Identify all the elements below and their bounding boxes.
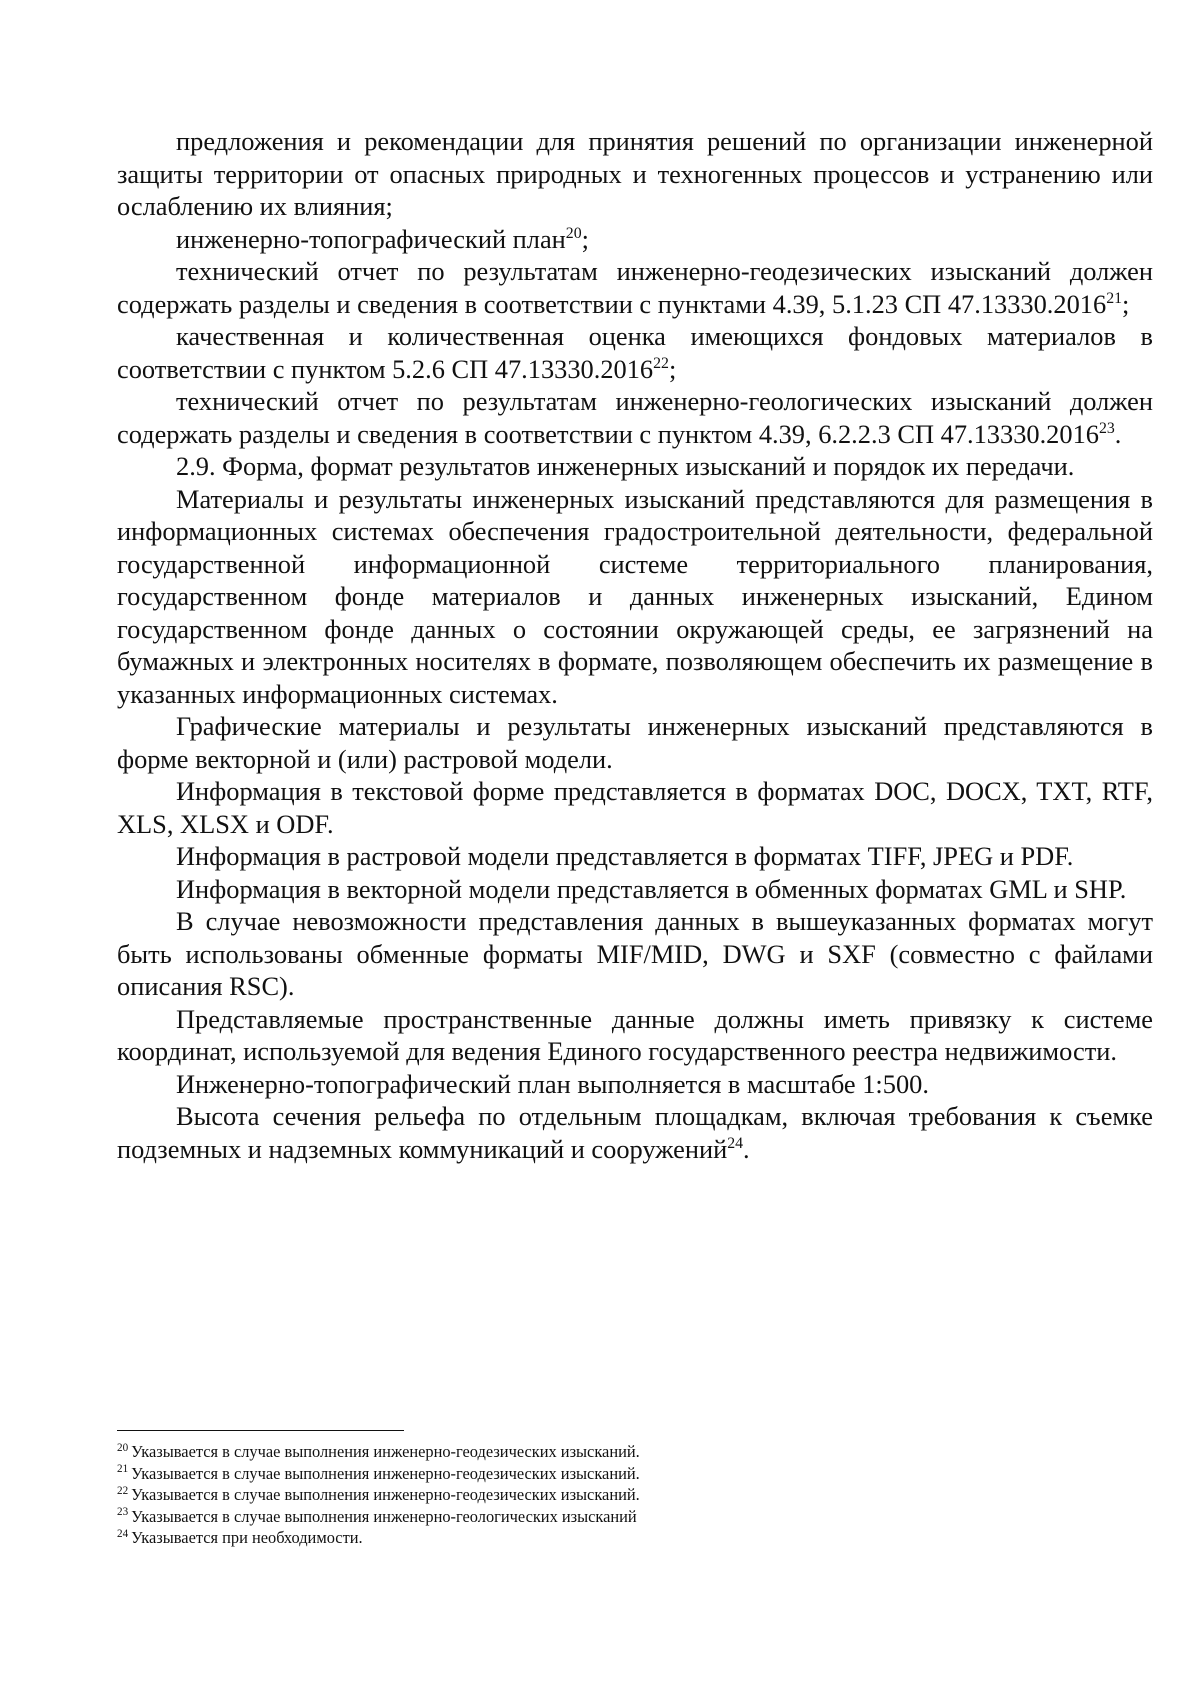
- paragraph: [117, 873, 1153, 906]
- footnote-separator: [117, 1430, 404, 1431]
- paragraph-text: В случае невозможности представления данных в вышеуказанных форматах могут быть использованы обменные форматы MIF/MID, DWG и SXF (совместно с файлами описания RSC).: [117, 906, 1153, 1001]
- paragraph-text: Графические материалы и результаты инженерных изысканий представляются в форме векторной и (или) растровой модели.: [117, 711, 1153, 774]
- footnote-text: Указывается в случае выполнения инженерно-геологических изысканий: [131, 1506, 637, 1526]
- footnote-text: Указывается в случае выполнения инженерно-геодезических изысканий.: [131, 1463, 640, 1483]
- paragraph-tail: ;: [1122, 288, 1130, 319]
- paragraph-text: предложения и рекомендации для принятия решений по организации инженерной защиты территории от опасных природных и техногенных процессов и устранению или ослаблению их влияния;: [117, 126, 1153, 221]
- paragraph-text: Материалы и результаты инженерных изысканий представляются для размещения в информационных системах обеспечения градостроительной деятельности, федеральной государственной информационной системе территориального планирования, государственном фонде материалов и данных инженерных изысканий, Едином государственном фонде данных о состоянии окружающей среды, ее загрязнений на бумажных и электронных носителях в формате, позволяющем обеспечить их размещение в указанных информационных системах.: [117, 483, 1153, 709]
- paragraph-text: Информация в векторной модели представляется в обменных форматах GML и SHP.: [176, 873, 1127, 904]
- footnotes: [117, 1441, 1153, 1549]
- paragraph-text: Инженерно-топографический план выполняется в масштабе 1:500.: [176, 1068, 929, 1099]
- paragraph: [117, 1068, 1153, 1101]
- paragraph: [117, 125, 1153, 223]
- footnote-number: 21: [117, 1463, 129, 1476]
- paragraph: [117, 223, 1153, 256]
- paragraph: [117, 1003, 1153, 1068]
- footnote-text: Указывается при необходимости.: [131, 1528, 363, 1547]
- paragraph: [117, 1100, 1153, 1165]
- footnote-ref[interactable]: 21: [1106, 289, 1123, 307]
- footnote-ref[interactable]: 20: [565, 224, 582, 242]
- paragraph: [117, 385, 1153, 450]
- paragraph: [117, 840, 1153, 873]
- footnote-number: 23: [117, 1506, 129, 1519]
- footnote-text: Указывается в случае выполнения инженерно-геодезических изысканий.: [131, 1485, 640, 1504]
- paragraph-tail: ;: [581, 223, 589, 254]
- footnote: [117, 1463, 1153, 1485]
- paragraph-text: Высота сечения рельефа по отдельным площадкам, включая требования к съемке подземных и надземных коммуникаций и сооружений: [117, 1101, 1153, 1164]
- footnote: [117, 1506, 1153, 1528]
- paragraph-text: Информация в растровой модели представляется в форматах TIFF, JPEG и PDF.: [176, 841, 1074, 871]
- footnote-ref[interactable]: 22: [653, 354, 669, 372]
- paragraph-text: качественная и количественная оценка имеющихся фондовых материалов в соответствии с пунктом 5.2.6 СП 47.13330.2016: [117, 321, 1153, 384]
- paragraph: [117, 255, 1153, 320]
- paragraph-text: Представляемые пространственные данные должны иметь привязку к системе координат, используемой для ведения Единого государственного реестра недвижимости.: [117, 1003, 1153, 1066]
- paragraph-text: инженерно-топографический план: [176, 223, 566, 254]
- paragraph-tail: ;: [668, 353, 677, 384]
- paragraph: [117, 905, 1153, 1003]
- paragraph-text: технический отчет по результатам инженерно-геологических изысканий должен содержать разделы и сведения в соответствии с пунктом 4.39, 6.2.2.3 СП 47.13330.2016: [117, 386, 1153, 449]
- paragraph-text: 2.9. Форма, формат результатов инженерных изысканий и порядок их передачи.: [176, 451, 1075, 481]
- footnote: [117, 1441, 1153, 1463]
- paragraph: [117, 775, 1153, 840]
- footnote-number: 22: [117, 1484, 129, 1497]
- paragraph: [117, 320, 1153, 385]
- paragraph-text: Информация в текстовой форме представляется в форматах DOC, DOCX, TXT, RTF, XLS, XLSX и ODF.: [117, 776, 1153, 839]
- footnote-ref[interactable]: 23: [1098, 419, 1115, 437]
- footnote: [117, 1527, 1153, 1549]
- footnote-text: Указывается в случае выполнения инженерно-геодезических изысканий.: [131, 1442, 640, 1461]
- footnote-ref[interactable]: 24: [727, 1134, 744, 1152]
- paragraph-text: технический отчет по результатам инженерно-геодезических изысканий должен содержать разделы и сведения в соответствии с пунктами 4.39, 5.1.23 СП 47.13330.2016: [117, 256, 1153, 319]
- paragraph-tail: .: [743, 1133, 750, 1164]
- section-heading: [117, 450, 1153, 483]
- paragraph-tail: .: [1114, 418, 1122, 449]
- footnote-number: 20: [117, 1441, 129, 1454]
- paragraph: [117, 710, 1153, 775]
- paragraph: [117, 483, 1153, 711]
- body-text: [117, 125, 1153, 1165]
- footnote-number: 24: [117, 1527, 129, 1540]
- footnote: [117, 1484, 1153, 1506]
